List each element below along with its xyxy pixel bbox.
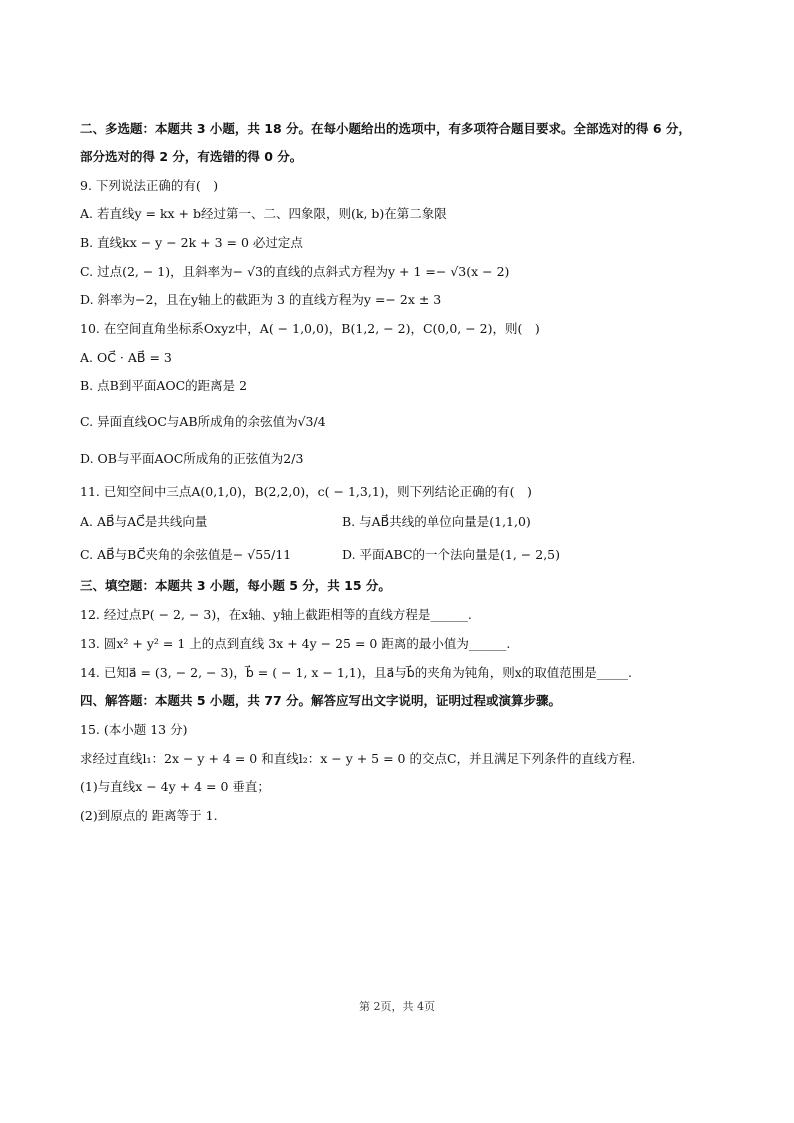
q11-row-1 (80, 514, 531, 530)
section-header-fill-blank: 三、填空题：本题共 3 小题，每小题 5 分，共 15 分。 (80, 578, 391, 593)
q15-part-2: (2)到原点的 距离等于 1. (80, 808, 218, 823)
q10-option-b: B. 点B到平面AOC的距离是 2 (80, 378, 248, 393)
q9-option-c: C. 过点(2, − 1)，且斜率为− √3的直线的点斜式方程为y + 1 =− √3(x − 2) (80, 264, 510, 279)
q9-option-a: A. 若直线y = kx + b经过第一、二、四象限，则(k, b)在第二象限 (80, 206, 447, 221)
q11-row-2 (80, 547, 561, 563)
q10-option-a: A. OC⃗ · AB⃗ = 3 (80, 350, 172, 365)
q10-option-c: C. 异面直线OC与AB所成角的余弦值为√3/4 (80, 414, 326, 429)
question-12: 12. 经过点P( − 2, − 3)，在x轴、y轴上截距相等的直线方程是______. (80, 607, 472, 622)
q9-option-d: D. 斜率为−2，且在y轴上的截距为 3 的直线方程为y =− 2x ± 3 (80, 292, 442, 307)
q11-option-c: C. AB⃗与BC⃗夹角的余弦值是− √55/11 (80, 547, 292, 562)
q15-stem: 求经过直线l₁：2x − y + 4 = 0 和直线l₂：x − y + 5 = 0 的交点C，并且满足下列条件的直线方程. (80, 751, 636, 766)
q11-option-d: D. 平面ABC的一个法向量是(1, − 2,5) (342, 547, 561, 562)
q9-option-b: B. 直线kx − y − 2k + 3 = 0 必过定点 (80, 235, 303, 250)
q10-stem: 10. 在空间直角坐标系Oxyz中，A( − 1,0,0)，B(1,2, − 2)，C(0,0, − 2)，则( ) (80, 321, 540, 336)
q11-option-a: A. AB⃗与AC⃗是共线向量 (80, 514, 208, 529)
q15-title: 15. (本小题 13 分) (80, 722, 188, 737)
question-13: 13. 圆x² + y² = 1 上的点到直线 3x + 4y − 25 = 0 距离的最小值为______. (80, 636, 511, 651)
multi-choice-header-line-1: 二、多选题：本题共 3 小题，共 18 分。在每小题给出的选项中，有多项符合题目要求。全部选对的得 6 分， (80, 121, 691, 136)
q15-part-1: (1)与直线x − 4y + 4 = 0 垂直； (80, 779, 270, 794)
question-14: 14. 已知a⃗ = (3, − 2, − 3)，b⃗ = ( − 1, x − 1,1)，且a⃗与b⃗的夹角为钝角，则x的取值范围是_____. (80, 665, 632, 680)
q11-stem: 11. 已知空间中三点A(0,1,0)，B(2,2,0)，c( − 1,3,1)，则下列结论正确的有( ) (80, 484, 532, 499)
section-header-answer: 四、解答题：本题共 5 小题，共 77 分。解答应写出文字说明，证明过程或演算步骤。 (80, 693, 562, 708)
q11-option-b: B. 与AB⃗共线的单位向量是(1,1,0) (342, 514, 531, 529)
page-footer: 第 2页，共 4页 (359, 1000, 435, 1013)
q9-stem: 9. 下列说法正确的有( ) (80, 178, 219, 193)
multi-choice-header-line-2: 部分选对的得 2 分，有选错的得 0 分。 (80, 149, 303, 164)
q10-option-d: D. OB与平面AOC所成角的正弦值为2/3 (80, 451, 304, 466)
